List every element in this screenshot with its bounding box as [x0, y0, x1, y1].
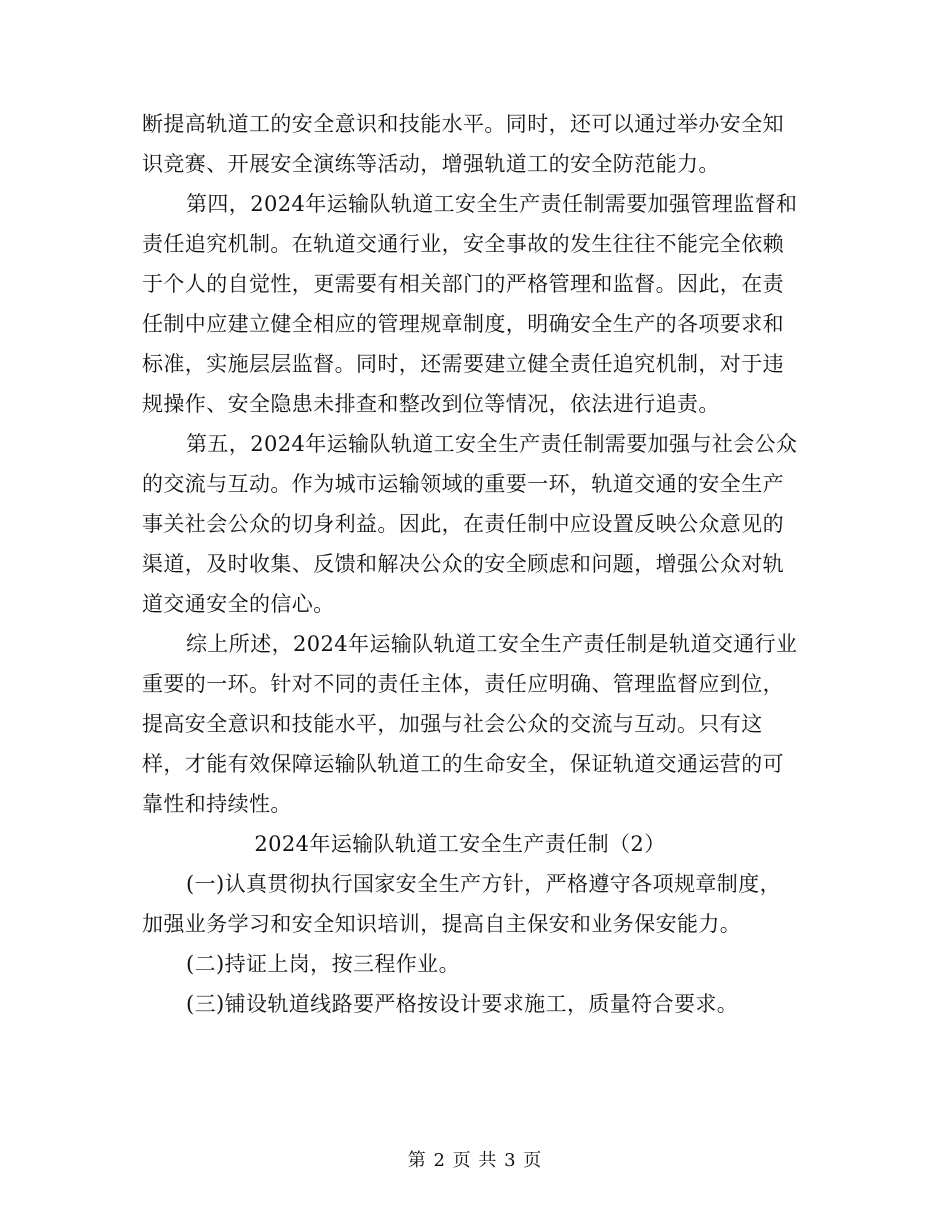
body-line: 靠性和持续性。 [142, 792, 292, 816]
body-line: 任制中应建立健全相应的管理规章制度，明确安全生产的各项要求和 [142, 312, 784, 336]
list-item-line: (二)持证上岗，按三程作业。 [186, 952, 460, 976]
list-item-line: (三)铺设轨道线路要严格按设计要求施工，质量符合要求。 [186, 992, 739, 1016]
body-line: 于个人的自觉性，更需要有相关部门的严格管理和监督。因此，在责 [142, 272, 784, 296]
section-title: 2024年运输队轨道工安全生产责任制（2） [254, 832, 666, 856]
body-line: 事关社会公众的切身利益。因此，在责任制中应设置反映公众意见的 [142, 512, 784, 536]
body-line: 识竞赛、开展安全演练等活动，增强轨道工的安全防范能力。 [142, 152, 720, 176]
body-line: 渠道，及时收集、反馈和解决公众的安全顾虑和问题，增强公众对轨 [142, 552, 784, 576]
paragraph-first-line: 第四，2024年运输队轨道工安全生产责任制需要加强管理监督和 [186, 192, 798, 216]
document-body [142, 104, 808, 1024]
body-line: 规操作、安全隐患未排查和整改到位等情况，依法进行追责。 [142, 392, 720, 416]
body-line: 重要的一环。针对不同的责任主体，责任应明确、管理监督应到位， [142, 672, 784, 696]
list-item-line: (一)认真贯彻执行国家安全生产方针，严格遵守各项规章制度， [186, 872, 781, 896]
paragraph-first-line: 第五，2024年运输队轨道工安全生产责任制需要加强与社会公众 [186, 432, 798, 456]
body-line: 提高安全意识和技能水平，加强与社会公众的交流与互动。只有这 [142, 712, 763, 736]
body-line: 标准，实施层层监督。同时，还需要建立健全责任追究机制，对于违 [142, 352, 784, 376]
list-item-line: 加强业务学习和安全知识培训，提高自主保安和业务保安能力。 [142, 912, 742, 936]
body-line: 道交通安全的信心。 [142, 592, 335, 616]
paragraph-first-line: 综上所述，2024年运输队轨道工安全生产责任制是轨道交通行业 [186, 632, 798, 656]
page-number-footer: 第 2 页 共 3 页 [407, 1150, 543, 1171]
body-line: 断提高轨道工的安全意识和技能水平。同时，还可以通过举办安全知 [142, 112, 784, 136]
body-line: 样，才能有效保障运输队轨道工的生命安全，保证轨道交通运营的可 [142, 752, 784, 776]
body-line: 的交流与互动。作为城市运输领域的重要一环，轨道交通的安全生产 [142, 472, 784, 496]
body-line: 责任追究机制。在轨道交通行业，安全事故的发生往往不能完全依赖 [142, 232, 784, 256]
